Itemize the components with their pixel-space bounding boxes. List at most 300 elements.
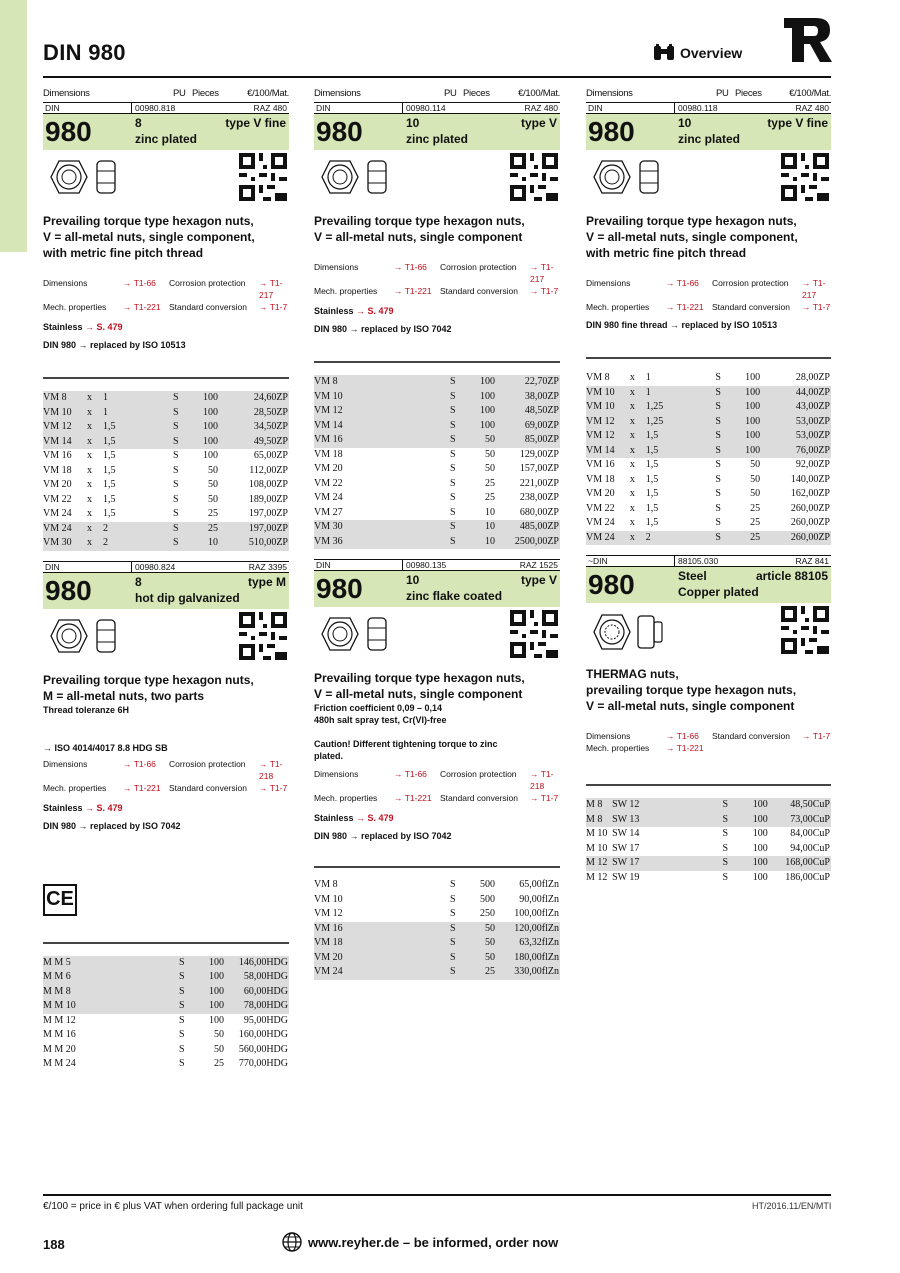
pitch-cell	[652, 871, 722, 886]
reference-grid: Dimensions → T1-66 Corrosion protection → T1-217 Mech. properties → T1-221 Standard conversion → T1-7	[314, 262, 559, 296]
thread-sep-cell: SW 19	[612, 871, 640, 883]
pieces-cell: 100	[737, 856, 769, 871]
size-cell: VM 8	[586, 372, 610, 384]
size-cell: VM 24	[43, 522, 87, 537]
price-cell: 260,00ZP	[790, 517, 830, 529]
pieces-cell: 100	[729, 386, 761, 401]
pu-cell: S	[173, 406, 187, 421]
ref-link[interactable]: → T1-221	[666, 302, 704, 312]
pitch-cell: 1	[645, 372, 651, 384]
thread-sep-cell: x	[630, 444, 646, 459]
ref-link[interactable]: → T1-7	[259, 302, 288, 312]
size-cell: VM 24	[314, 492, 343, 504]
table-row	[43, 536, 289, 551]
product-description: Prevailing torque type hexagon nuts, V = all-metal nuts, single component, with metric fine pitch thread	[43, 214, 255, 260]
price-cell: 260,00ZP	[790, 502, 830, 514]
table-row	[43, 391, 289, 406]
ref-link[interactable]: → T1-221	[394, 286, 432, 296]
pu-cell: S	[173, 493, 179, 505]
price-cell: 73,00CuP	[769, 813, 831, 828]
header-rule	[43, 76, 831, 78]
pu-cell: S	[173, 479, 179, 491]
table-row	[314, 535, 560, 550]
ref-link[interactable]: → T1-217	[259, 278, 283, 300]
pieces-cell: 500	[480, 893, 495, 905]
product-description: Prevailing torque type hexagon nuts, V = all-metal nuts, single component, with metric fine pitch thread	[586, 214, 798, 260]
stainless-link[interactable]: → S. 479	[356, 306, 394, 316]
table-row	[314, 520, 560, 535]
qr-code-icon[interactable]	[510, 610, 558, 658]
price-cell: 78,00HDG	[225, 999, 289, 1014]
size-cell: VM 20	[586, 488, 615, 500]
pitch-cell: 1,5	[645, 459, 659, 471]
size-cell: VM 10	[314, 390, 374, 405]
reference-grid: Dimensions → T1-66 Standard conversion → T1-7 Mech. properties → T1-221	[586, 731, 831, 753]
size-cell: VM 20	[314, 463, 343, 475]
price-cell: 65,00flZn	[519, 879, 559, 891]
table-row	[586, 531, 831, 546]
table-row	[43, 507, 289, 522]
pieces-cell: 50	[464, 936, 496, 951]
din-row: DIN 00980.135 RAZ 1525	[316, 560, 558, 570]
din-row: ~DIN 88105.030 RAZ 841	[588, 556, 829, 566]
pu-cell: S	[722, 842, 729, 854]
pieces-cell: 100	[187, 391, 219, 406]
pitch-cell	[374, 375, 450, 390]
pu-cell: S	[179, 1043, 185, 1055]
column-1	[43, 86, 289, 1072]
price-cell: 38,00ZP	[496, 390, 560, 405]
price-cell: 49,50ZP	[219, 435, 289, 450]
size-cell: VM 20	[314, 951, 374, 966]
replaced-note: DIN 980 → replaced by ISO 10513	[43, 340, 186, 350]
price-cell: 22,70ZP	[496, 375, 560, 390]
pu-cell: S	[450, 404, 464, 419]
pieces-cell: 250	[480, 908, 495, 920]
ref-link[interactable]: → T1-7	[530, 286, 559, 296]
pieces-cell: 50	[750, 459, 761, 471]
price-cell: 85,00ZP	[496, 433, 560, 448]
size-cell: M M 20	[43, 1043, 76, 1055]
pu-cell: S	[450, 433, 464, 448]
din-row: DIN 00980.118 RAZ 480	[588, 103, 829, 113]
pitch-cell: 1,5	[103, 420, 173, 435]
pieces-cell: 100	[729, 429, 761, 444]
price-cell: 560,00HDG	[238, 1043, 288, 1055]
price-cell: 92,00ZP	[795, 459, 830, 471]
table-row	[314, 965, 560, 980]
size-cell: VM 16	[43, 450, 72, 462]
thread-sep-cell: x	[630, 429, 646, 444]
pitch-cell: 2	[646, 531, 716, 546]
pitch-cell: 1,5	[103, 508, 116, 520]
pu-cell: S	[450, 492, 456, 504]
pitch-cell	[652, 827, 722, 842]
table-row	[43, 522, 289, 537]
size-cell: M 8	[586, 798, 612, 813]
pu-cell: S	[450, 908, 456, 920]
pieces-cell: 100	[193, 999, 225, 1014]
ref-link[interactable]: → T1-221	[123, 782, 161, 793]
hex-nut-drawing-icon	[316, 157, 392, 197]
pitch-cell	[652, 856, 722, 871]
pieces-cell: 100	[729, 415, 761, 430]
pitch-cell: 1	[103, 406, 173, 421]
price-cell: 28,00ZP	[795, 372, 830, 384]
pieces-cell: 100	[464, 419, 496, 434]
pu-cell: S	[179, 1058, 185, 1070]
thread-sep-cell: x	[87, 522, 103, 537]
table-row	[43, 970, 289, 985]
pu-cell: S	[722, 871, 729, 883]
ref-link[interactable]: → T1-217	[530, 262, 554, 284]
product-title: 980 10 zinc flake coated type V	[314, 571, 560, 607]
price-cell: 65,00ZP	[253, 450, 288, 462]
din-row: DIN 00980.114 RAZ 480	[316, 103, 558, 113]
ref-link[interactable]: → T1-66	[123, 278, 156, 288]
size-table	[43, 391, 289, 551]
pitch-cell	[374, 951, 450, 966]
stainless-link[interactable]: → S. 479	[85, 802, 123, 813]
friction-note: Friction coefficient 0,09 – 0,14	[314, 703, 443, 713]
pu-cell: S	[715, 415, 729, 430]
ref-link[interactable]: → T1-66	[666, 731, 699, 741]
column-header: Dimensions PU Pieces €/100/Mat.	[314, 88, 560, 99]
stainless-link[interactable]: → S. 479	[356, 813, 394, 823]
pieces-cell: 100	[193, 985, 225, 1000]
table-row	[314, 936, 560, 951]
thread-sep-cell: x	[629, 488, 635, 500]
pu-cell: S	[450, 375, 464, 390]
pu-cell: S	[715, 386, 729, 401]
size-table	[314, 878, 560, 980]
price-cell: 160,00HDG	[238, 1029, 288, 1041]
size-cell: VM 30	[43, 536, 87, 551]
pieces-cell: 100	[752, 842, 768, 854]
thread-sep-cell: x	[629, 502, 635, 514]
thread-sep-cell: x	[630, 400, 646, 415]
pitch-cell: 1,5	[645, 502, 659, 514]
pu-cell: S	[715, 459, 721, 471]
table-row	[586, 429, 831, 444]
table-row	[43, 1043, 289, 1058]
column-3	[586, 86, 831, 885]
price-cell: 168,00CuP	[769, 856, 831, 871]
page-title: DIN 980	[43, 40, 126, 65]
table-rule	[586, 784, 831, 786]
ref-link[interactable]: → T1-218	[530, 769, 554, 791]
table-row	[314, 491, 560, 506]
pieces-cell: 25	[485, 492, 495, 504]
pu-cell: S	[173, 420, 187, 435]
product-title: 980 Steel Copper plated article 88105	[586, 567, 831, 603]
thread-sep-cell: x	[629, 372, 635, 384]
size-cell: M M 24	[43, 1058, 76, 1070]
pieces-cell: 10	[485, 506, 495, 518]
table-row	[586, 502, 831, 517]
reference-grid: Dimensions → T1-66 Corrosion protection → T1-218 Mech. properties → T1-221 Standard conversion → T1-7	[314, 769, 559, 803]
ref-link[interactable]: → T1-66	[666, 278, 699, 288]
pu-cell: S	[450, 419, 464, 434]
size-cell: M M 12	[43, 1014, 76, 1026]
table-row	[314, 462, 560, 477]
din-row: DIN 00980.824 RAZ 3395	[45, 561, 287, 572]
price-cell: 84,00CuP	[790, 828, 830, 840]
product-description: Prevailing torque type hexagon nuts, V = all-metal nuts, single component	[314, 671, 525, 701]
price-cell: 53,00ZP	[761, 415, 831, 430]
price-cell: 180,00flZn	[496, 951, 560, 966]
pieces-cell: 50	[208, 464, 218, 476]
ref-link[interactable]: → T1-7	[259, 782, 288, 793]
price-cell: 330,00flZn	[496, 965, 560, 980]
stainless-link[interactable]: → S. 479	[85, 322, 123, 332]
pu-cell: S	[179, 999, 193, 1014]
price-cell: 129,00ZP	[519, 448, 559, 460]
binoculars-icon	[652, 44, 676, 62]
size-cell: M M 16	[43, 1029, 76, 1041]
pitch-cell	[374, 390, 450, 405]
thread-sep-cell: x	[87, 450, 92, 462]
product-description: Prevailing torque type hexagon nuts, M = all-metal nuts, two parts	[43, 672, 254, 703]
size-cell: VM 22	[586, 502, 615, 514]
size-cell: VM 12	[586, 415, 630, 430]
price-cell: 63,32flZn	[496, 936, 560, 951]
thread-sep-cell: SW 17	[612, 842, 640, 854]
size-cell: VM 16	[314, 433, 374, 448]
qr-code-icon[interactable]	[239, 153, 287, 201]
size-cell: VM 10	[314, 893, 343, 905]
pieces-cell: 50	[485, 448, 495, 460]
table-row	[586, 798, 831, 813]
size-cell: VM 36	[314, 535, 374, 550]
table-row	[586, 813, 831, 828]
size-cell: M 12	[586, 871, 608, 883]
ref-link[interactable]: → T1-217	[802, 278, 826, 300]
pu-cell: S	[450, 463, 456, 475]
price-cell: 76,00ZP	[761, 444, 831, 459]
thread-sep-cell: SW 12	[612, 798, 652, 813]
table-row	[586, 827, 831, 842]
pieces-cell: 25	[464, 965, 496, 980]
pieces-cell: 25	[208, 508, 218, 520]
pu-cell: S	[173, 522, 187, 537]
table-row	[314, 404, 560, 419]
table-row	[314, 375, 560, 390]
ref-link[interactable]: → T1-66	[394, 262, 427, 272]
pitch-cell	[103, 1014, 179, 1029]
pitch-cell: 1,5	[103, 479, 116, 491]
qr-code-icon[interactable]	[239, 612, 287, 660]
pitch-cell	[374, 893, 450, 908]
pu-cell: S	[173, 391, 187, 406]
pieces-cell: 100	[193, 956, 225, 971]
pitch-cell	[103, 1028, 179, 1043]
table-row	[314, 907, 560, 922]
product-title: 980 10 zinc plated type V	[314, 114, 560, 150]
pitch-cell	[374, 433, 450, 448]
price-cell: 770,00HDG	[238, 1058, 288, 1070]
pieces-cell: 500	[480, 879, 495, 891]
pieces-cell: 100	[729, 444, 761, 459]
thread-sep-cell: SW 17	[612, 856, 652, 871]
size-cell: VM 12	[43, 420, 87, 435]
pu-cell: S	[173, 464, 179, 476]
ref-link[interactable]: → T1-7	[802, 731, 831, 741]
table-row	[314, 390, 560, 405]
price-cell: 238,00ZP	[519, 492, 559, 504]
page-number: 188	[43, 1237, 65, 1252]
pu-cell: S	[173, 536, 187, 551]
pitch-cell: 1	[646, 386, 716, 401]
table-row	[314, 477, 560, 492]
stainless-ref: Stainless → S. 479	[43, 322, 123, 332]
column-header: Dimensions PU Pieces €/100/Mat.	[586, 88, 831, 99]
size-cell: M 10	[586, 842, 608, 854]
price-cell: 189,00ZP	[248, 493, 288, 505]
qr-code-icon[interactable]	[510, 153, 558, 201]
size-cell: VM 22	[43, 493, 72, 505]
thread-sep-cell: x	[87, 406, 103, 421]
table-row	[586, 516, 831, 531]
ref-link[interactable]: → T1-221	[123, 302, 161, 312]
pu-cell: S	[715, 429, 729, 444]
hex-nut-drawing-icon	[316, 614, 392, 654]
size-cell: M M 5	[43, 956, 103, 971]
price-cell: 108,00ZP	[248, 479, 288, 491]
pitch-cell	[374, 506, 450, 521]
pitch-cell: 2	[103, 522, 173, 537]
size-cell: VM 18	[314, 936, 374, 951]
stainless-ref: Stainless → S. 479	[314, 813, 394, 823]
size-cell: M M 6	[43, 970, 103, 985]
size-cell: VM 12	[314, 404, 374, 419]
pu-cell: S	[450, 477, 456, 489]
pieces-cell: 50	[208, 479, 218, 491]
hex-nut-drawing-icon	[45, 616, 121, 656]
pitch-cell: 1,25	[646, 400, 716, 415]
thermag-nut-drawing-icon	[588, 610, 668, 654]
pitch-cell	[652, 813, 722, 828]
pieces-cell: 100	[752, 828, 768, 840]
price-cell: 43,00ZP	[761, 400, 831, 415]
pitch-cell	[374, 448, 450, 463]
price-cell: 90,00flZn	[519, 893, 559, 905]
pitch-cell	[374, 965, 450, 980]
table-rule	[586, 357, 831, 359]
ref-link[interactable]: → T1-7	[802, 302, 831, 312]
price-cell: 680,00ZP	[519, 506, 559, 518]
thread-sep-cell: x	[629, 517, 635, 529]
price-cell: 112,00ZP	[249, 464, 288, 476]
reyher-logo-icon	[782, 16, 832, 64]
table-row	[43, 435, 289, 450]
price-cell: 197,00ZP	[219, 522, 289, 537]
ref-link[interactable]: → T1-221	[666, 743, 704, 753]
pieces-cell: 10	[464, 535, 496, 550]
iso-ref: → ISO 4014/4017 8.8 HDG SB	[43, 742, 168, 753]
table-row	[43, 1028, 289, 1043]
price-cell: 24,60ZP	[219, 391, 289, 406]
pieces-cell: 100	[737, 798, 769, 813]
thread-sep-cell: x	[87, 508, 92, 520]
ref-link[interactable]: → T1-66	[394, 769, 427, 779]
ref-link[interactable]: → T1-7	[530, 793, 559, 803]
price-cell: 120,00flZn	[496, 922, 560, 937]
price-cell: 100,00flZn	[514, 908, 559, 920]
pitch-cell	[103, 1057, 179, 1072]
pu-cell: S	[173, 508, 179, 520]
product-title: 980 8 zinc plated type V fine	[43, 114, 289, 150]
replaced-note: DIN 980 → replaced by ISO 7042	[43, 820, 181, 831]
table-row	[43, 449, 289, 464]
pieces-cell: 10	[187, 536, 219, 551]
price-cell: 186,00CuP	[785, 871, 830, 883]
pu-cell: S	[450, 390, 464, 405]
price-cell: 44,00ZP	[761, 386, 831, 401]
product-block-b5	[314, 559, 560, 980]
pu-cell: S	[450, 951, 464, 966]
pu-cell: S	[715, 473, 721, 485]
table-rule	[43, 377, 289, 379]
thread-sep-cell: x	[630, 415, 646, 430]
website-link[interactable]	[282, 1232, 558, 1252]
size-cell: VM 8	[314, 375, 374, 390]
size-cell: VM 14	[43, 435, 87, 450]
pitch-cell	[374, 404, 450, 419]
pu-cell: S	[715, 531, 729, 546]
ref-link[interactable]: → T1-218	[259, 758, 283, 781]
pitch-cell: 1	[103, 391, 173, 406]
ref-link[interactable]: → T1-66	[123, 758, 156, 769]
ref-link[interactable]: → T1-221	[394, 793, 432, 803]
table-row	[586, 400, 831, 415]
price-cell: 48,50CuP	[769, 798, 831, 813]
table-rule	[314, 361, 560, 363]
table-rule	[43, 942, 289, 944]
din-row: DIN 00980.818 RAZ 480	[45, 103, 287, 113]
size-table	[43, 956, 289, 1072]
qr-code-icon[interactable]	[781, 153, 829, 201]
pitch-cell: 1,5	[103, 464, 116, 476]
qr-code-icon[interactable]	[781, 606, 829, 654]
pieces-cell: 100	[464, 390, 496, 405]
pu-cell: S	[723, 813, 737, 828]
pitch-cell: 1,5	[103, 435, 173, 450]
thread-sep-cell: x	[87, 435, 103, 450]
table-row	[586, 473, 831, 488]
pieces-cell: 50	[464, 922, 496, 937]
table-row	[314, 433, 560, 448]
pu-cell: S	[450, 893, 456, 905]
size-cell: VM 24	[314, 965, 374, 980]
product-block-b3	[586, 102, 831, 545]
pieces-cell: 50	[750, 473, 761, 485]
pieces-cell: 25	[187, 522, 219, 537]
salt-spray-note: 480h salt spray test, Cr(VI)-free	[314, 715, 447, 725]
pu-cell: S	[450, 520, 464, 535]
doc-ref: HT/2016.11/EN/MTI	[752, 1201, 832, 1211]
pu-cell: S	[715, 517, 721, 529]
overview-link[interactable]	[652, 44, 742, 62]
table-row	[586, 487, 831, 502]
pieces-cell: 100	[187, 406, 219, 421]
size-cell: VM 8	[314, 879, 338, 891]
pitch-cell: 1,5	[103, 493, 116, 505]
size-cell: VM 12	[314, 908, 343, 920]
table-row	[314, 506, 560, 521]
table-row	[43, 956, 289, 971]
size-cell: VM 10	[586, 386, 630, 401]
